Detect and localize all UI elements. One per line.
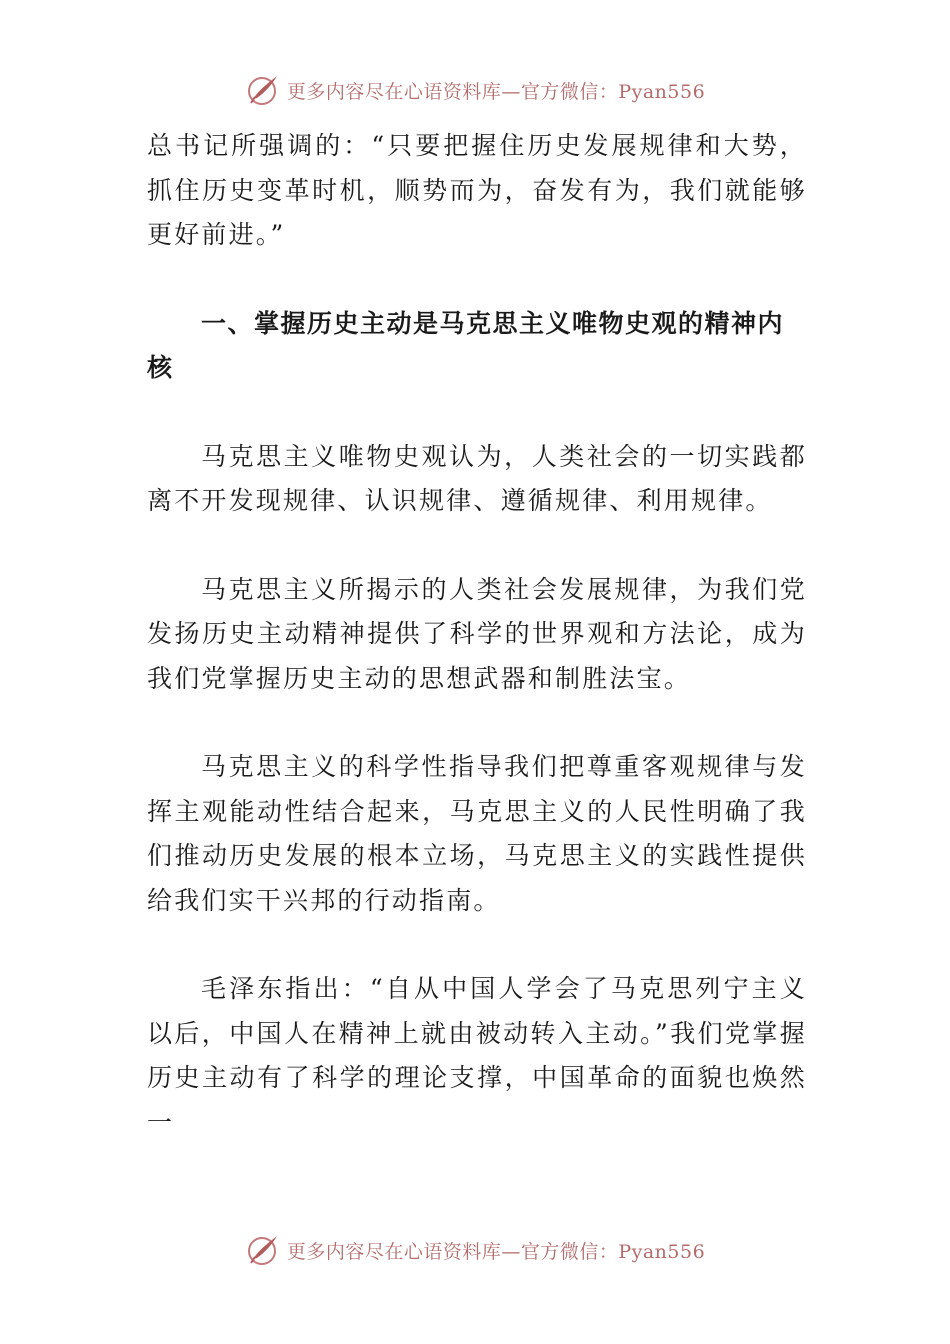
section-heading: 一、掌握历史主动是马克思主义唯物史观的精神内核 — [147, 308, 785, 382]
watermark-text: 更多内容尽在心语资料库—官方微信：Pyan556 — [286, 1240, 706, 1263]
footer-watermark — [0, 1232, 950, 1268]
header-watermark — [0, 72, 950, 108]
paragraph: 马克思主义唯物史观认为，人类社会的一切实践都离不开发现规律、认识规律、遵循规律、利用规律。 — [147, 441, 807, 515]
paragraph: 马克思主义的科学性指导我们把尊重客观规律与发挥主观能动性结合起来，马克思主义的人民性明确了我们推动历史发展的根本立场，马克思主义的实践性提供给我们实干兴邦的行动指南。 — [147, 752, 807, 915]
document-body — [147, 124, 807, 1145]
paragraph-continuation: 总书记所强调的：“只要把握住历史发展规律和大势，抓住历史变革时机，顺势而为，奋发有为，我们就能够更好前进。” — [147, 131, 807, 249]
paragraph: 毛泽东指出：“自从中国人学会了马克思列宁主义以后，中国人在精神上就由被动转入主动。”我们党掌握历史主动有了科学的理论支撑，中国革命的面貌也焕然一 — [147, 974, 807, 1137]
watermark-text: 更多内容尽在心语资料库—官方微信：Pyan556 — [286, 80, 706, 103]
quill-seal-icon — [245, 72, 281, 108]
quill-seal-icon — [245, 1232, 281, 1268]
paragraph: 马克思主义所揭示的人类社会发展规律，为我们党发扬历史主动精神提供了科学的世界观和方法论，成为我们党掌握历史主动的思想武器和制胜法宝。 — [147, 574, 807, 693]
